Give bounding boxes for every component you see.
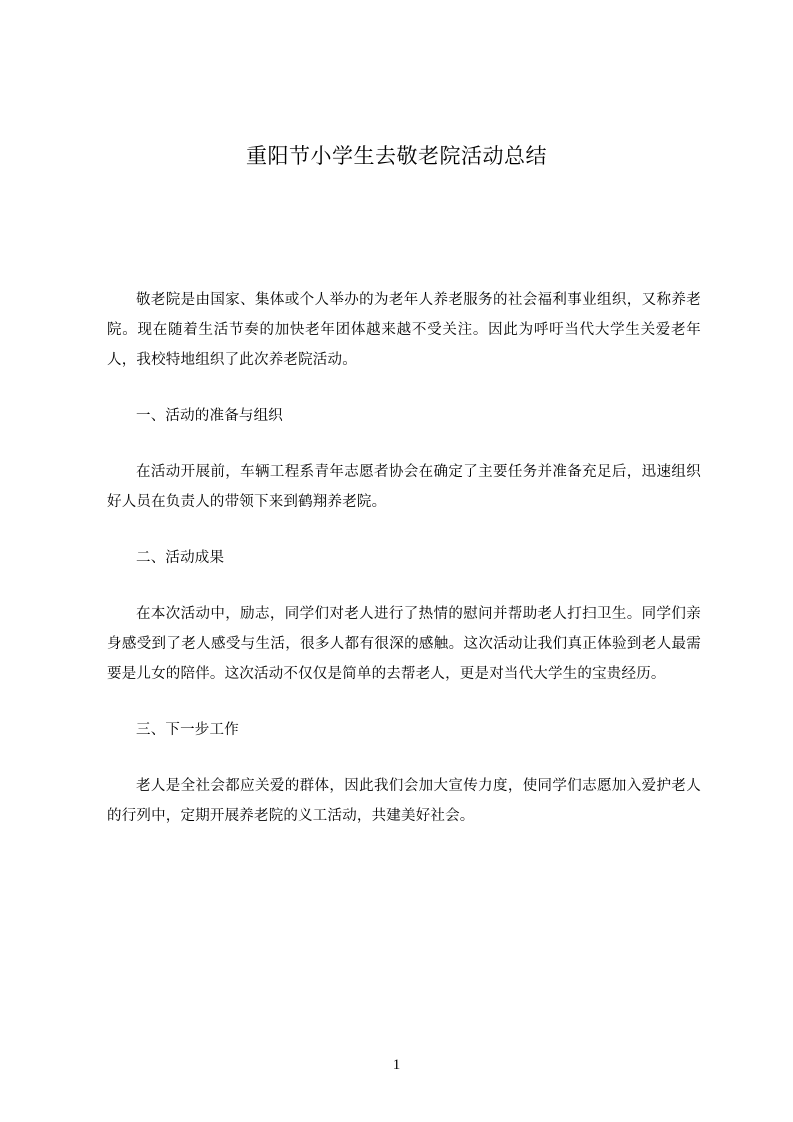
section-heading-next-steps: 三、下一步工作 [136, 722, 239, 738]
section-body-next-steps: 老人是全社会都应关爱的群体，因此我们会加大宣传力度，使同学们志愿加入爱护老人的行列中，定期开展养老院的义工活动，共建美好社会。 [107, 778, 701, 824]
paragraph-spacer [107, 745, 701, 771]
paragraph-spacer [107, 689, 701, 715]
document-title: 重阳节小学生去敬老院活动总结 [246, 144, 547, 168]
section-body-results: 在本次活动中，励志，同学们对老人进行了热情的慰问并帮助老人打扫卫生。同学们亲身感受到了老人感受与生活，很多人都有很深的感触。这次活动让我们真正体验到老人最需要是儿女的陪伴。这次活动不仅仅是简单的去帮老人，更是对当代大学生的宝贵经历。 [107, 606, 701, 682]
section-heading-preparation: 一、活动的准备与组织 [136, 408, 283, 424]
document-body [107, 285, 701, 831]
paragraph-spacer [107, 375, 701, 401]
paragraph-spacer [107, 517, 701, 543]
intro-paragraph: 敬老院是由国家、集体或个人举办的为老年人养老服务的社会福利事业组织，又称养老院。现在随着生活节奏的加快老年团体越来越不受关注。因此为呼吁当代大学生关爱老年人，我校特地组织了此次养老院活动。 [107, 292, 701, 368]
paragraph-spacer [107, 573, 701, 599]
section-body-preparation: 在活动开展前，车辆工程系青年志愿者协会在确定了主要任务并准备充足后，迅速组织好人员在负责人的带领下来到鹤翔养老院。 [107, 464, 701, 510]
section-heading-results: 二、活动成果 [136, 550, 225, 566]
paragraph-spacer [107, 431, 701, 457]
page-number: 1 [392, 1057, 401, 1073]
